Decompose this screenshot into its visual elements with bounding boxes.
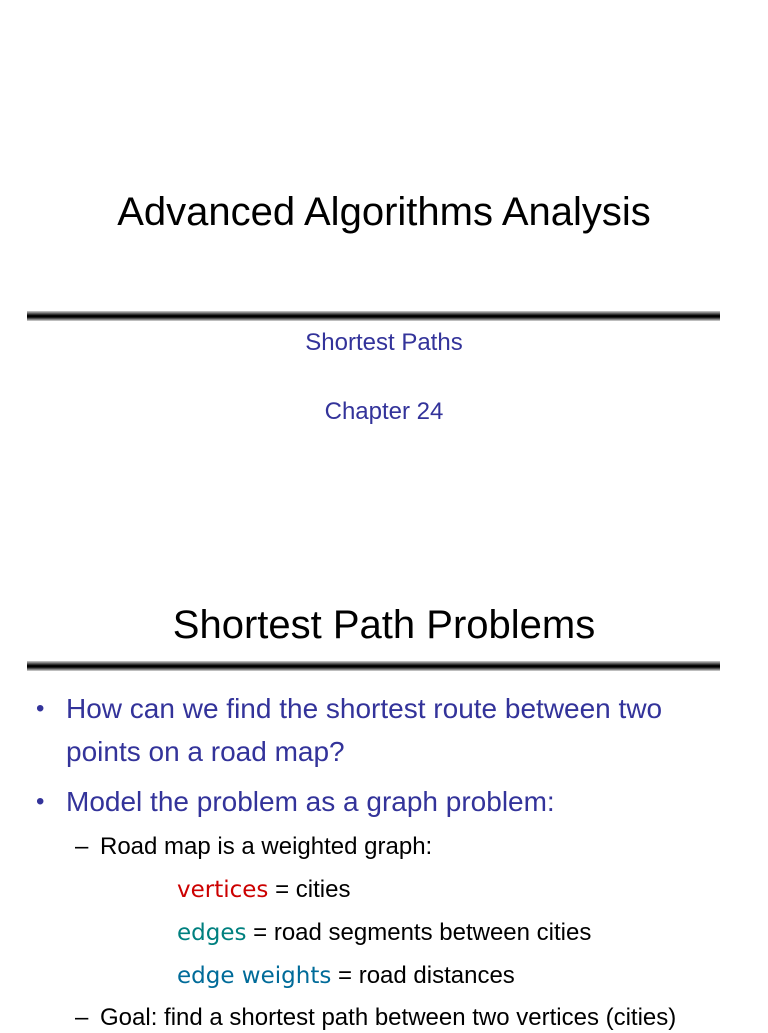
definition-line (177, 961, 515, 991)
title-divider (27, 311, 720, 321)
bullet-marker: • (36, 695, 45, 722)
content-slide (0, 560, 768, 1031)
definition-text: = road segments between cities (246, 919, 592, 946)
title-divider (27, 661, 720, 671)
slide-subtitle: Shortest Paths (305, 329, 463, 356)
sub-bullet-text: Road map is a weighted graph: (100, 833, 433, 860)
definition-term: edge weights (177, 963, 332, 989)
definition-line (177, 918, 591, 948)
sub-bullet-marker: – (75, 833, 89, 860)
bullet-text: Model the problem as a graph problem: (66, 786, 555, 817)
chapter-label: Chapter 24 (324, 398, 444, 425)
bullet-text: How can we find the shortest route between two (66, 693, 663, 724)
definition-text: = road distances (331, 962, 515, 989)
slide-title: Shortest Path Problems (172, 603, 596, 647)
slide-title: Advanced Algorithms Analysis (117, 190, 651, 234)
definition-term: vertices (177, 877, 269, 903)
definition-line (177, 875, 350, 905)
bullet-marker: • (36, 788, 45, 815)
sub-bullet-marker: – (75, 1004, 89, 1031)
definition-text: = cities (268, 876, 351, 903)
bullet-text: points on a road map? (66, 736, 345, 767)
sub-bullet-text: Goal: find a shortest path between two vertices (cities) (100, 1004, 677, 1031)
definition-term: edges (177, 920, 247, 946)
